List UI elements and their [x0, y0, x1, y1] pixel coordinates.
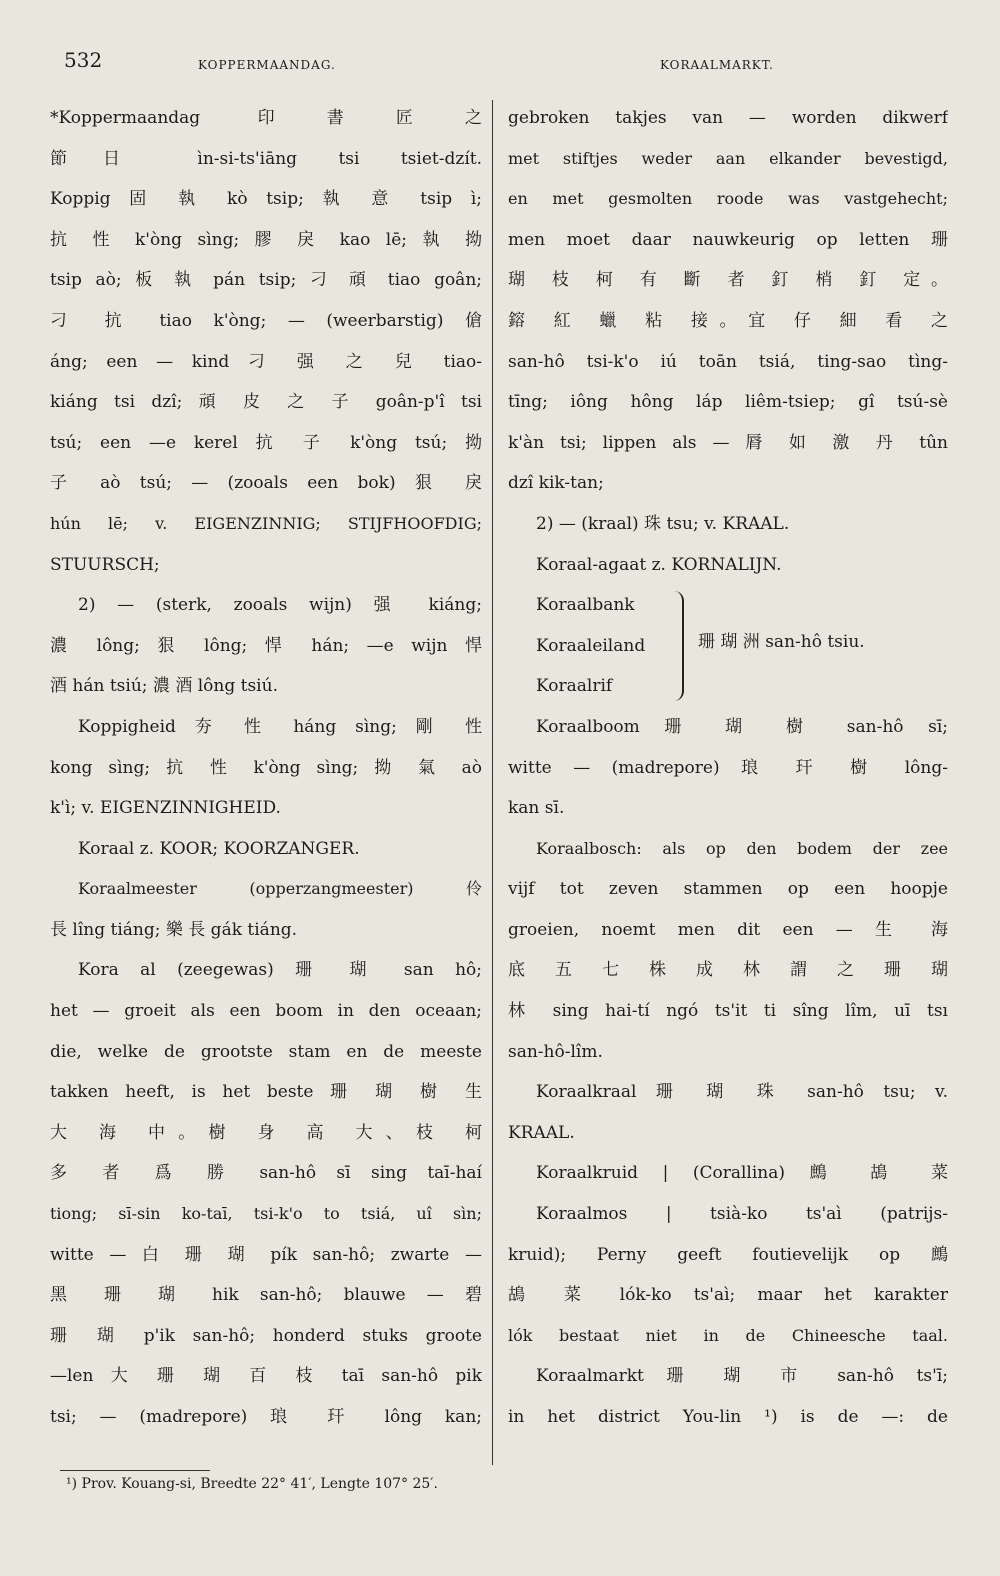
entry-line: 瑚 枝 柯 有 斷 者 釘 梢 釘 定。	[508, 270, 948, 291]
page-number: 532	[64, 48, 103, 72]
right-column	[508, 98, 948, 1438]
entry-line: 酒 hán tsiú; 濃 酒 lông tsiú.	[50, 676, 278, 697]
entry-line: Koraalrif	[536, 676, 613, 697]
entry-line: san-hô tsi-k'o iú toān tsiá, ting-sao tìng-	[508, 351, 948, 372]
entry-line: die, welke de grootste stam en de meeste	[50, 1041, 482, 1062]
entry-line: STUURSCH;	[50, 554, 160, 575]
entry-line: 鎔 紅 蠟 粘 接。宜 仔 細 看 之	[508, 310, 948, 331]
entry-line: witte — (madrepore) 琅 玕 樹 lông-	[508, 757, 948, 778]
entry-line: 濃 lông; 狠 lông; 悍 hán; —e wijn 悍	[50, 635, 482, 656]
entry-line: k'ì; v. EIGENZINNIGHEID.	[50, 798, 281, 819]
entry-line: k'àn tsi; lippen als — 脣 如 激 丹 tûn	[508, 432, 948, 453]
entry-line: Koraalboom 珊 瑚 樹 san-hô sī;	[536, 716, 948, 737]
entry-line: lók bestaat niet in de Chineesche taal.	[508, 1325, 948, 1345]
entry-line: 子 aò tsú; — (zooals een bok) 狠 戾	[50, 473, 482, 494]
entry-line: 大 海 中。樹 身 高 大、枝 柯	[50, 1122, 482, 1143]
column-divider	[492, 100, 493, 1465]
entry-line: tiong; sī-sin ko-taī, tsi-k'o to tsiá, uî sìn;	[50, 1204, 482, 1224]
entry-line: kruid); Perny geeft foutievelijk op 鷓	[508, 1244, 948, 1265]
entry-line: groeien, noemt men dit een — 生 海	[508, 919, 948, 940]
left-running-head: KOPPERMAANDAG.	[198, 58, 336, 72]
entry-line: kiáng tsi dzî; 頑 皮 之 子 goân-p'î tsi	[50, 392, 482, 413]
entry-line: Koppig 固 執 kò tsip; 執 意 tsip ì;	[50, 189, 482, 210]
entry-line: Koraalmos | tsià-ko ts'aì (patrijs-	[536, 1204, 948, 1225]
entry-line: hún lē; v. EIGENZINNIG; STIJFHOOFDIG;	[50, 513, 482, 533]
entry-line: Koraalkruid | (Corallina) 鷓 鴣 菜	[536, 1163, 948, 1184]
entry-line: Koraaleiland	[536, 635, 646, 656]
entry-line: 珊 瑚 p'ik san-hô; honderd stuks groote	[50, 1325, 482, 1346]
entry-line: kong sìng; 抗 性 k'òng sìng; 拗 氣 aò	[50, 757, 482, 778]
entry-line: tsú; een —e kerel 抗 子 k'òng tsú; 拗	[50, 432, 482, 453]
brace-mark	[674, 591, 684, 701]
footnote-rule	[60, 1470, 210, 1471]
entry-line: 鴣 菜 lók-ko ts'aì; maar het karakter	[508, 1285, 948, 1306]
entry-line: Koraal-agaat z. KORNALIJN.	[536, 554, 782, 575]
entry-line: 2) — (sterk, zooals wijn) 强 kiáng;	[78, 595, 482, 616]
entry-line: Koppigheid 夯 性 háng sìng; 剛 性	[78, 716, 482, 737]
entry-line: tīng; iông hông láp liêm-tsiep; gî tsú-sè	[508, 392, 948, 413]
entry-line: kan sī.	[508, 798, 565, 819]
entry-line: KRAAL.	[508, 1122, 575, 1143]
entry-line: Koraalbosch: als op den bodem der zee	[536, 838, 948, 858]
right-running-head: KORAALMARKT.	[660, 58, 774, 72]
entry-line: 節日 ìn-si-ts'iāng tsi tsiet-dzít.	[50, 148, 482, 169]
entry-line: tsi; — (madrepore) 琅 玕 lông kan;	[50, 1407, 482, 1427]
entry-line: áng; een — kind 刁 强 之 兒 tiao-	[50, 351, 482, 372]
entry-line: men moet daar nauwkeurig op letten 珊	[508, 229, 948, 250]
entry-line: het — groeit als een boom in den oceaan;	[50, 1001, 482, 1022]
left-column	[50, 98, 482, 1438]
entry-line: 多 者 爲 勝 san-hô sī sing taī-haí	[50, 1163, 482, 1184]
entry-line: met stiftjes weder aan elkander bevestigd,	[508, 148, 948, 168]
entry-line: Koraalbank	[536, 595, 635, 616]
entry-line: en met gesmolten roode was vastgehecht;	[508, 189, 948, 209]
entry-line: —len 大 珊 瑚 百 枝 taī san-hô pik	[50, 1366, 482, 1387]
entry-line: 刁 抗 tiao k'òng; — (weerbarstig) 傖	[50, 310, 482, 331]
entry-line: 林 sing hai-tí ngó ts'it ti sîng lîm, uī tsı	[508, 1001, 948, 1022]
entry-line: 2) — (kraal) 珠 tsu; v. KRAAL.	[536, 513, 790, 534]
entry-line: Koraalmeester (opperzangmeester) 伶	[78, 879, 482, 899]
entry-line: 長 lîng tiáng; 樂 長 gák tiáng.	[50, 919, 298, 940]
entry-line: dzî kik-tan;	[508, 473, 604, 494]
entry-line: tsip aò; 板 執 pán tsip; 刁 頑 tiao goân;	[50, 270, 482, 291]
entry-line: vijf tot zeven stammen op een hoopje	[508, 879, 948, 900]
footnote: ¹) Prov. Kouang-si, Breedte 22° 41′, Lengte 107° 25′.	[66, 1476, 438, 1492]
entry-line: san-hô-lîm.	[508, 1041, 603, 1062]
entry-line: Koraalmarkt 珊 瑚 市 san-hô ts'ī;	[536, 1366, 948, 1387]
entry-line: 抗 性 k'òng sìng; 膠 戾 kao lē; 執 拗	[50, 229, 482, 250]
entry-line: *Koppermaandag 印書匠之	[50, 108, 482, 128]
koraalbank-gloss: 珊 瑚 洲 san-hô tsiu.	[698, 632, 865, 653]
entry-line: takken heeft, is het beste 珊 瑚 樹 生	[50, 1082, 482, 1103]
entry-line: witte — 白 珊 瑚 pík san-hô; zwarte —	[50, 1244, 482, 1265]
koraalbank-group	[508, 585, 948, 707]
entry-line: 底 五 七 株 成 林 謂 之 珊 瑚	[508, 960, 948, 981]
entry-line: in het district You-lin ¹) is de —: de	[508, 1407, 948, 1427]
entry-line: 黑 珊 瑚 hik san-hô; blauwe — 碧	[50, 1285, 482, 1306]
entry-line: gebroken takjes van — worden dikwerf	[508, 108, 948, 128]
entry-line: Koraal z. KOOR; KOORZANGER.	[78, 838, 360, 859]
entry-line: Kora al (zeegewas) 珊 瑚 san hô;	[78, 960, 482, 981]
entry-line: Koraalkraal 珊 瑚 珠 san-hô tsu; v.	[536, 1082, 948, 1103]
